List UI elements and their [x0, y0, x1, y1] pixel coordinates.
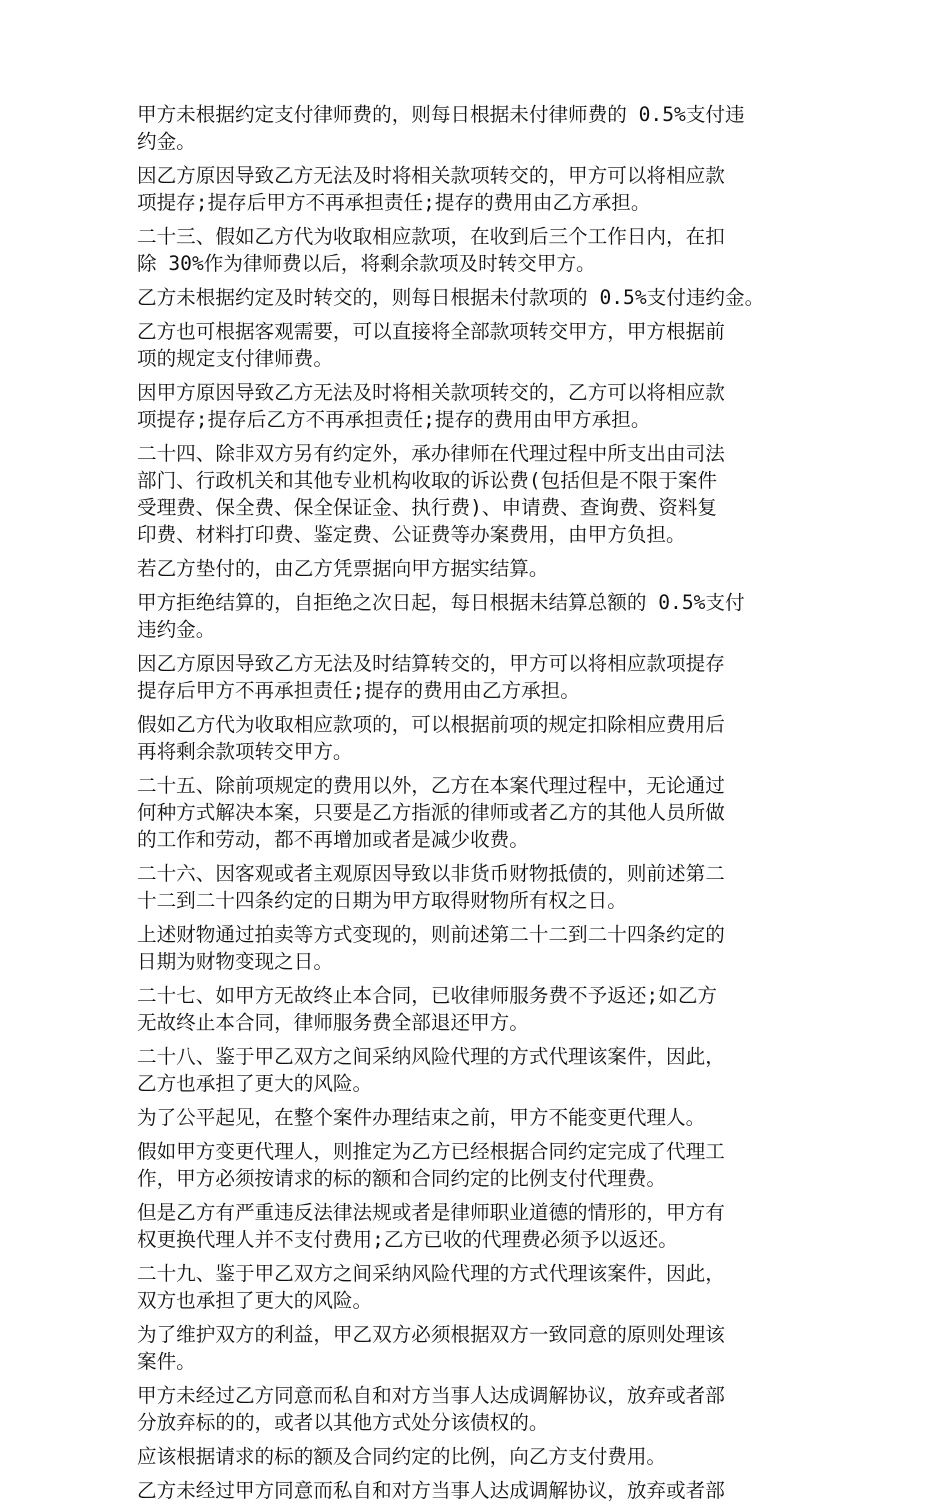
paragraph: 二十三、假如乙方代为收取相应款项，在收到后三个工作日内，在扣 除 30%作为律师费以后，将剩余款项及时转交甲方。	[137, 225, 725, 275]
paragraph: 假如乙方代为收取相应款项的，可以根据前项的规定扣除相应费用后 再将剩余款项转交甲方。	[137, 713, 725, 763]
document-body	[137, 101, 827, 1511]
paragraph: 二十五、除前项规定的费用以外，乙方在本案代理过程中，无论通过 何种方式解决本案，只要是乙方指派的律师或者乙方的其他人员所做 的工作和劳动，都不再增加或者是减少收费。	[137, 774, 725, 851]
paragraph: 假如甲方变更代理人，则推定为乙方已经根据合同约定完成了代理工 作，甲方必须按请求的标的额和合同约定的比例支付代理费。	[137, 1140, 725, 1190]
paragraph: 为了公平起见，在整个案件办理结束之前，甲方不能变更代理人。	[137, 1106, 706, 1129]
paragraph: 乙方未根据约定及时转交的，则每日根据未付款项的 0.5%支付违约金。	[137, 286, 765, 309]
paragraph: 因甲方原因导致乙方无法及时将相关款项转交的，乙方可以将相应款 项提存;提存后乙方不再承担责任;提存的费用由甲方承担。	[137, 381, 725, 431]
paragraph: 因乙方原因导致乙方无法及时结算转交的，甲方可以将相应款项提存 提存后甲方不再承担责任;提存的费用由乙方承担。	[137, 652, 725, 702]
paragraph: 乙方未经过甲方同意而私自和对方当事人达成调解协议，放弃或者部	[137, 1479, 725, 1502]
paragraph: 应该根据请求的标的额及合同约定的比例，向乙方支付费用。	[137, 1445, 667, 1468]
paragraph: 二十八、鉴于甲乙双方之间采纳风险代理的方式代理该案件，因此， 乙方也承担了更大的风险。	[137, 1045, 725, 1095]
paragraph: 若乙方垫付的，由乙方凭票据向甲方据实结算。	[137, 557, 549, 580]
paragraph: 为了维护双方的利益，甲乙双方必须根据双方一致同意的原则处理该 案件。	[137, 1323, 725, 1373]
paragraph: 甲方拒绝结算的，自拒绝之次日起，每日根据未结算总额的 0.5%支付 违约金。	[137, 591, 745, 641]
paragraph: 二十七、如甲方无故终止本合同，已收律师服务费不予返还;如乙方 无故终止本合同，律师服务费全部退还甲方。	[137, 984, 718, 1034]
paragraph: 但是乙方有严重违反法律法规或者是律师职业道德的情形的，甲方有 权更换代理人并不支付费用;乙方已收的代理费必须予以返还。	[137, 1201, 725, 1251]
paragraph: 二十九、鉴于甲乙双方之间采纳风险代理的方式代理该案件，因此， 双方也承担了更大的风险。	[137, 1262, 725, 1312]
paragraph: 二十四、除非双方另有约定外，承办律师在代理过程中所支出由司法 部门、行政机关和其他专业机构收取的诉讼费(包括但是不限于案件 受理费、保全费、保全保证金、执行费)、申请费、查询费、资料复 印费、材料打印费、鉴定费、公证费等办案费用，由甲方负担。	[137, 442, 725, 546]
paragraph: 甲方未经过乙方同意而私自和对方当事人达成调解协议，放弃或者部 分放弃标的的，或者以其他方式处分该债权的。	[137, 1384, 725, 1434]
paragraph: 上述财物通过拍卖等方式变现的，则前述第二十二到二十四条约定的 日期为财物变现之日。	[137, 923, 725, 973]
paragraph: 甲方未根据约定支付律师费的，则每日根据未付律师费的 0.5%支付违 约金。	[137, 103, 745, 153]
paragraph: 因乙方原因导致乙方无法及时将相关款项转交的，甲方可以将相应款 项提存;提存后甲方不再承担责任;提存的费用由乙方承担。	[137, 164, 725, 214]
paragraph: 乙方也可根据客观需要，可以直接将全部款项转交甲方，甲方根据前 项的规定支付律师费。	[137, 320, 725, 370]
paragraph: 二十六、因客观或者主观原因导致以非货币财物抵债的，则前述第二 十二到二十四条约定的日期为甲方取得财物所有权之日。	[137, 862, 725, 912]
